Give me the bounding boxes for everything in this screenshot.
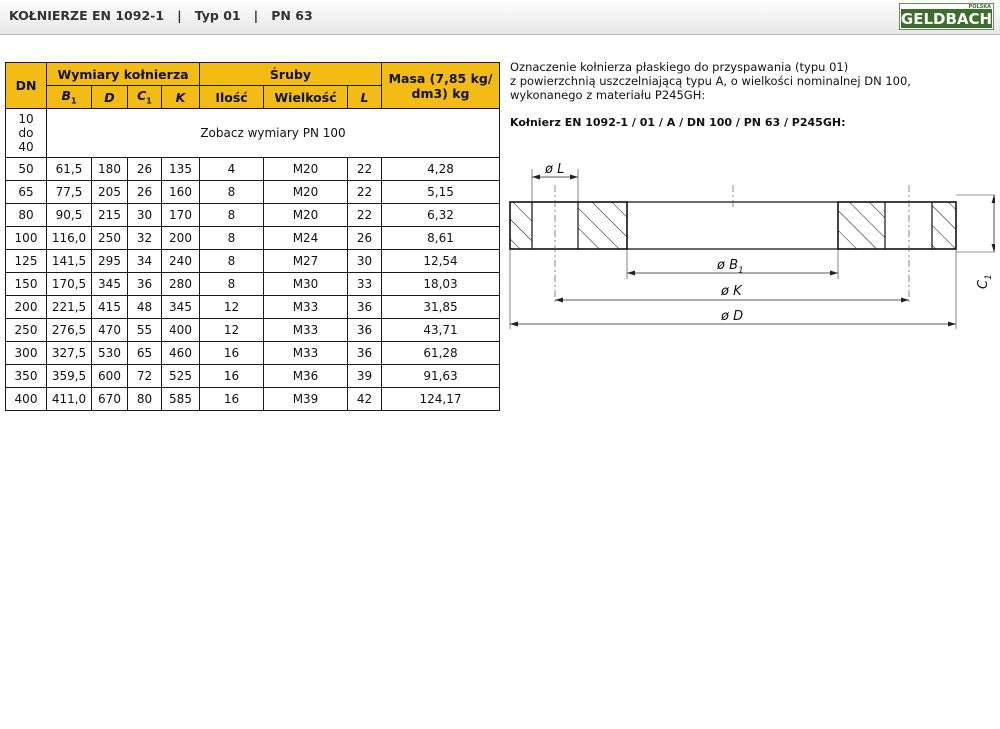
table-cell: 8 — [200, 250, 264, 273]
table-cell: 80 — [128, 388, 162, 411]
table-cell: 90,5 — [47, 204, 92, 227]
table-cell: 415 — [92, 296, 128, 319]
table-cell: 8,61 — [382, 227, 500, 250]
table-cell: 36 — [348, 319, 382, 342]
header-bolts: Śruby — [200, 63, 382, 86]
table-cell: 124,17 — [382, 388, 500, 411]
table-cell: 22 — [348, 181, 382, 204]
table-cell: 33 — [348, 273, 382, 296]
table-cell: M30 — [264, 273, 348, 296]
label-bolt-circle-k: ø K — [721, 284, 742, 299]
header-k: K — [162, 86, 200, 109]
header-c1: $C_1$ — [128, 86, 162, 109]
table-cell: 8 — [200, 273, 264, 296]
label-bolt-hole-diameter: ø L — [545, 162, 565, 177]
header-l: L — [348, 86, 382, 109]
table-cell: 4,28 — [382, 158, 500, 181]
dimension-lines — [510, 177, 994, 324]
description-line: wykonanego z materiału P245GH: — [510, 88, 706, 102]
table-cell: 80 — [6, 204, 47, 227]
header-b1: $B_1$ — [47, 86, 92, 109]
table-cell: 16 — [200, 365, 264, 388]
designation-example: Kołnierz EN 1092-1 / 01 / A / DN 100 / PN 63 / P245GH: — [510, 116, 846, 129]
table-cell: 43,71 — [382, 319, 500, 342]
table-cell: 22 — [348, 158, 382, 181]
table-cell: 36 — [348, 296, 382, 319]
table-cell: 300 — [6, 342, 47, 365]
table-cell: M20 — [264, 181, 348, 204]
table-row — [6, 204, 500, 227]
table-cell: 8 — [200, 204, 264, 227]
table-cell: 460 — [162, 342, 200, 365]
header-bolt-size: Wielkość — [264, 86, 348, 109]
geldbach-logo — [899, 3, 994, 30]
table-cell: 100 — [6, 227, 47, 250]
table-cell: 327,5 — [47, 342, 92, 365]
table-cell: 61,5 — [47, 158, 92, 181]
table-cell: M33 — [264, 319, 348, 342]
logo-text: GELDBACH — [900, 10, 993, 28]
table-cell: 400 — [6, 388, 47, 411]
table-cell: 411,0 — [47, 388, 92, 411]
table-cell: 116,0 — [47, 227, 92, 250]
table-cell: 18,03 — [382, 273, 500, 296]
table-cell: 295 — [92, 250, 128, 273]
table-row — [6, 365, 500, 388]
header-dn: DN — [6, 63, 47, 109]
table-cell: 22 — [348, 204, 382, 227]
table-cell: 141,5 — [47, 250, 92, 273]
table-cell: M20 — [264, 158, 348, 181]
table-cell: 180 — [92, 158, 128, 181]
table-cell: 240 — [162, 250, 200, 273]
table-cell: 5,15 — [382, 181, 500, 204]
dn-range-cell: 10 do 40 — [6, 109, 47, 158]
flange-cross-section-drawing — [505, 155, 995, 345]
table-row — [6, 158, 500, 181]
table-cell: 170 — [162, 204, 200, 227]
table-cell: 26 — [128, 158, 162, 181]
table-cell: 32 — [128, 227, 162, 250]
label-thickness-c1: $C_1$ — [976, 274, 994, 289]
dimension-arrows — [510, 175, 995, 327]
label-outer-diameter-d: ø D — [721, 309, 744, 324]
table-cell: 16 — [200, 342, 264, 365]
table-cell: 345 — [92, 273, 128, 296]
table-cell: 77,5 — [47, 181, 92, 204]
see-pn100-note: Zobacz wymiary PN 100 — [47, 109, 500, 158]
table-cell: 12 — [200, 296, 264, 319]
table-cell: 30 — [128, 204, 162, 227]
table-cell: 525 — [162, 365, 200, 388]
table-cell: 36 — [348, 342, 382, 365]
table-cell: 530 — [92, 342, 128, 365]
label-bore-diameter-b1: ø $B_1$ — [717, 258, 744, 276]
table-cell: 26 — [128, 181, 162, 204]
table-cell: 150 — [6, 273, 47, 296]
table-cell: M27 — [264, 250, 348, 273]
table-cell: 125 — [6, 250, 47, 273]
table-cell: 135 — [162, 158, 200, 181]
page-title: KOŁNIERZE EN 1092-1 | Typ 01 | PN 63 — [9, 8, 313, 23]
table-cell: 55 — [128, 319, 162, 342]
table-cell: 39 — [348, 365, 382, 388]
table-row — [6, 181, 500, 204]
table-cell: M36 — [264, 365, 348, 388]
table-cell: 4 — [200, 158, 264, 181]
flange-dimensions-table — [5, 62, 500, 411]
header-bar — [0, 0, 1000, 35]
table-cell: M39 — [264, 388, 348, 411]
table-cell: 48 — [128, 296, 162, 319]
table-row — [6, 342, 500, 365]
table-cell: 215 — [92, 204, 128, 227]
table-cell: 6,32 — [382, 204, 500, 227]
table-cell: M24 — [264, 227, 348, 250]
table-cell: 8 — [200, 181, 264, 204]
table-cell: 26 — [348, 227, 382, 250]
table-cell: 65 — [6, 181, 47, 204]
table-cell: 350 — [6, 365, 47, 388]
table-cell: 359,5 — [47, 365, 92, 388]
table-cell: 42 — [348, 388, 382, 411]
table-cell: 250 — [6, 319, 47, 342]
table-cell: 200 — [162, 227, 200, 250]
table-cell: 170,5 — [47, 273, 92, 296]
table-cell: 34 — [128, 250, 162, 273]
table-cell: 91,63 — [382, 365, 500, 388]
table-cell: M33 — [264, 296, 348, 319]
table-cell: 200 — [6, 296, 47, 319]
table-cell: 30 — [348, 250, 382, 273]
header-mass: Masa (7,85 kg/ dm3) kg — [382, 63, 500, 109]
table-row — [6, 250, 500, 273]
table-cell: 61,28 — [382, 342, 500, 365]
table-row — [6, 227, 500, 250]
table-cell: 16 — [200, 388, 264, 411]
table-cell: 280 — [162, 273, 200, 296]
table-cell: 72 — [128, 365, 162, 388]
table-cell: 221,5 — [47, 296, 92, 319]
table-cell: 12 — [200, 319, 264, 342]
designation-description — [510, 60, 990, 130]
table-row — [6, 273, 500, 296]
table-cell: 276,5 — [47, 319, 92, 342]
header-flange-dims: Wymiary kołnierza — [47, 63, 200, 86]
table-cell: M33 — [264, 342, 348, 365]
header-d: D — [92, 86, 128, 109]
table-cell: 31,85 — [382, 296, 500, 319]
table-cell: 600 — [92, 365, 128, 388]
table-cell: M20 — [264, 204, 348, 227]
table-cell: 585 — [162, 388, 200, 411]
table-cell: 345 — [162, 296, 200, 319]
table-row — [6, 296, 500, 319]
description-line: z powierzchnią uszczelniającą typu A, o wielkości nominalnej DN 100, — [510, 74, 911, 88]
table-cell: 8 — [200, 227, 264, 250]
description-line: Oznaczenie kołnierza płaskiego do przyspawania (typu 01) — [510, 60, 849, 74]
table-row — [6, 388, 500, 411]
table-cell: 400 — [162, 319, 200, 342]
table-cell: 50 — [6, 158, 47, 181]
table-cell: 160 — [162, 181, 200, 204]
table-cell: 65 — [128, 342, 162, 365]
header-bolt-qty: Ilość — [200, 86, 264, 109]
table-cell: 205 — [92, 181, 128, 204]
table-cell: 36 — [128, 273, 162, 296]
table-cell: 12,54 — [382, 250, 500, 273]
flange-left-section — [510, 202, 627, 249]
logo-sub: POLSKA — [968, 4, 991, 10]
table-cell: 470 — [92, 319, 128, 342]
flange-right-section — [838, 202, 956, 249]
table-cell: 670 — [92, 388, 128, 411]
table-cell: 250 — [92, 227, 128, 250]
table-row — [6, 319, 500, 342]
